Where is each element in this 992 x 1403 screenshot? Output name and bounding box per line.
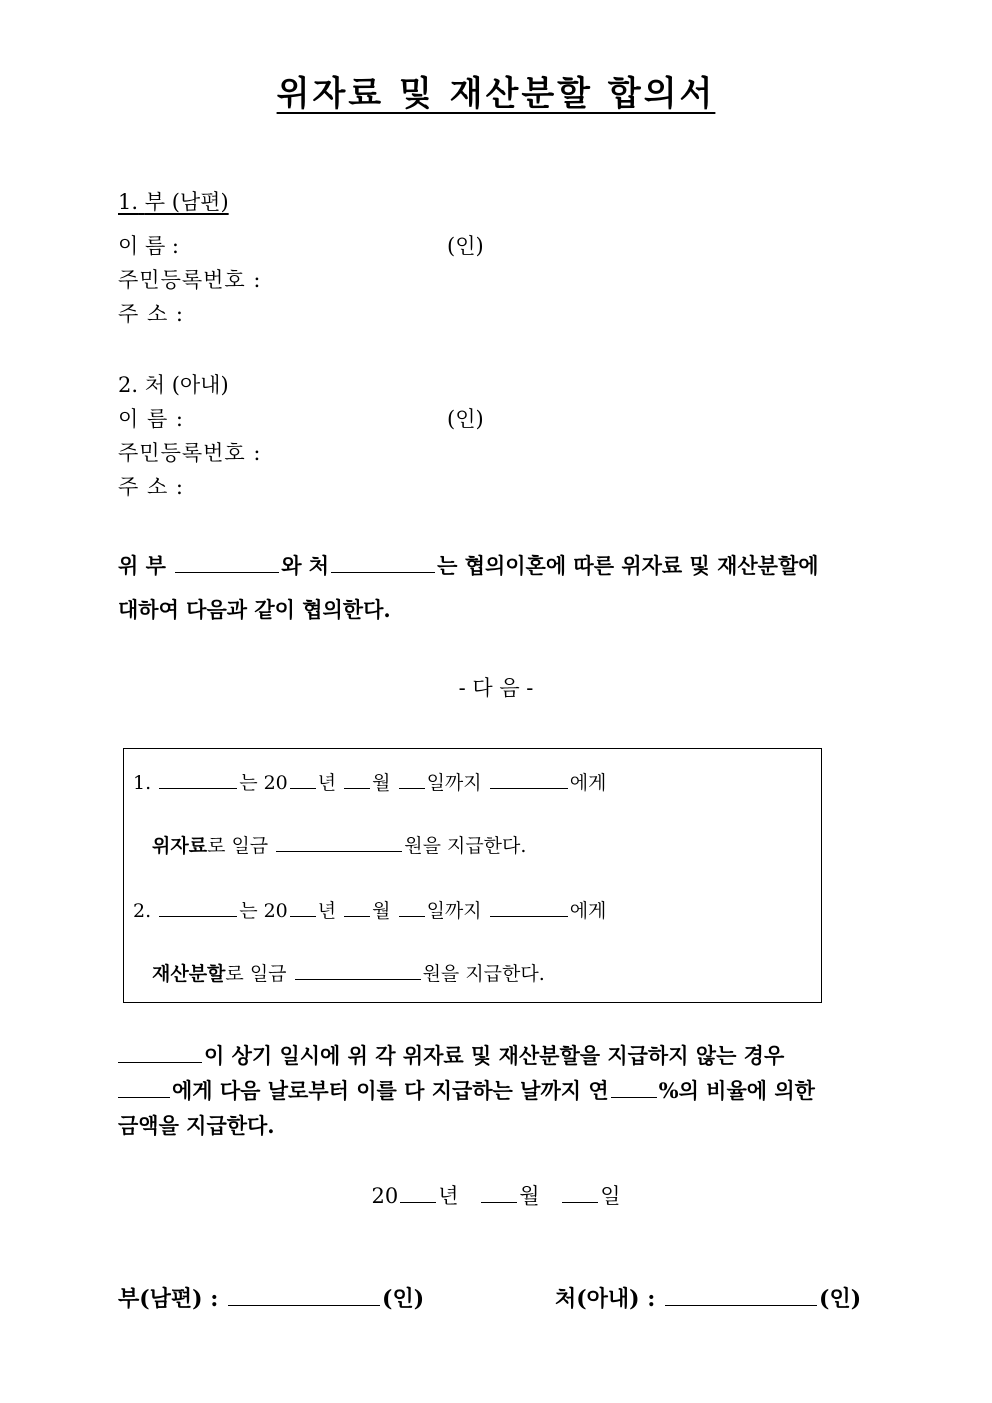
item-2-payer-blank[interactable]	[159, 896, 237, 917]
husband-name-label: 이 름 :	[118, 234, 179, 258]
item-1-day-blank[interactable]	[399, 768, 425, 789]
wife-id-label: 주민등록번호 :	[118, 441, 262, 465]
wife-heading-text: 처 (아내)	[144, 373, 229, 397]
husband-id-label: 주민등록번호 :	[118, 268, 262, 292]
husband-signature-blank[interactable]	[228, 1285, 380, 1306]
title-text: 위자료 및 재산분할 합의서	[276, 74, 716, 114]
wife-address-label: 주 소 :	[118, 475, 184, 499]
intro-line-2: 대하여 다음과 같이 협의한다.	[118, 597, 391, 622]
item-2-payee-blank[interactable]	[490, 896, 568, 917]
signing-date: 20 년 월 일	[371, 1184, 621, 1208]
penalty-line-3: 금액을 지급한다.	[118, 1113, 275, 1138]
date-day-blank[interactable]	[562, 1182, 598, 1203]
item-2-year-blank[interactable]	[290, 896, 316, 917]
penalty-payer-blank[interactable]	[118, 1042, 202, 1063]
wife-signature-blank[interactable]	[665, 1285, 817, 1306]
husband-address-label: 주 소 :	[118, 302, 184, 326]
item-2-day-blank[interactable]	[399, 896, 425, 917]
item-2-month-blank[interactable]	[344, 896, 370, 917]
wife-signature: 처(아내) : (인)	[555, 1286, 862, 1312]
date-year-blank[interactable]	[400, 1182, 436, 1203]
item-1-amount-blank[interactable]	[276, 831, 402, 852]
document-title	[0, 66, 992, 115]
penalty-payee-blank[interactable]	[118, 1077, 170, 1098]
wife-name-label: 이 름 :	[118, 407, 184, 431]
item-1-line-2: 위자료로 일금 원을 지급한다.	[152, 831, 526, 858]
item-1-payer-blank[interactable]	[159, 768, 237, 789]
husband-heading-num: 1.	[118, 190, 139, 214]
wife-heading	[118, 369, 229, 399]
penalty-line-1: 이 상기 일시에 위 각 위자료 및 재산분할을 지급하지 않는 경우	[118, 1040, 784, 1070]
date-month-blank[interactable]	[481, 1182, 517, 1203]
item-1-month-blank[interactable]	[344, 768, 370, 789]
item-1-payee-blank[interactable]	[490, 768, 568, 789]
item-2-line-1: 2. 는 20 년 월 일까지 에게	[133, 896, 606, 923]
wife-seal: (인)	[447, 407, 484, 431]
wife-heading-num: 2.	[118, 373, 139, 397]
husband-name-blank[interactable]	[175, 552, 279, 573]
husband-signature: 부(남편) : (인)	[118, 1286, 425, 1312]
item-1-line-1: 1. 는 20 년 월 일까지 에게	[133, 768, 606, 795]
item-2-amount-blank[interactable]	[295, 959, 421, 980]
intro-line-1: 위 부 와 처 는 협의이혼에 따른 위자료 및 재산분할에	[118, 553, 819, 578]
item-2-line-2: 재산분할로 일금 원을 지급한다.	[152, 959, 545, 986]
husband-heading-text: 부 (남편)	[144, 190, 229, 214]
husband-seal: (인)	[447, 234, 484, 258]
penalty-line-2: 에게 다음 날로부터 이를 다 지급하는 날까지 연 %의 비율에 의한	[118, 1075, 815, 1105]
interest-rate-blank[interactable]	[611, 1077, 657, 1098]
item-1-year-blank[interactable]	[290, 768, 316, 789]
husband-heading	[118, 186, 229, 216]
section-mark: - 다 음 -	[458, 676, 534, 700]
wife-name-blank[interactable]	[331, 552, 435, 573]
